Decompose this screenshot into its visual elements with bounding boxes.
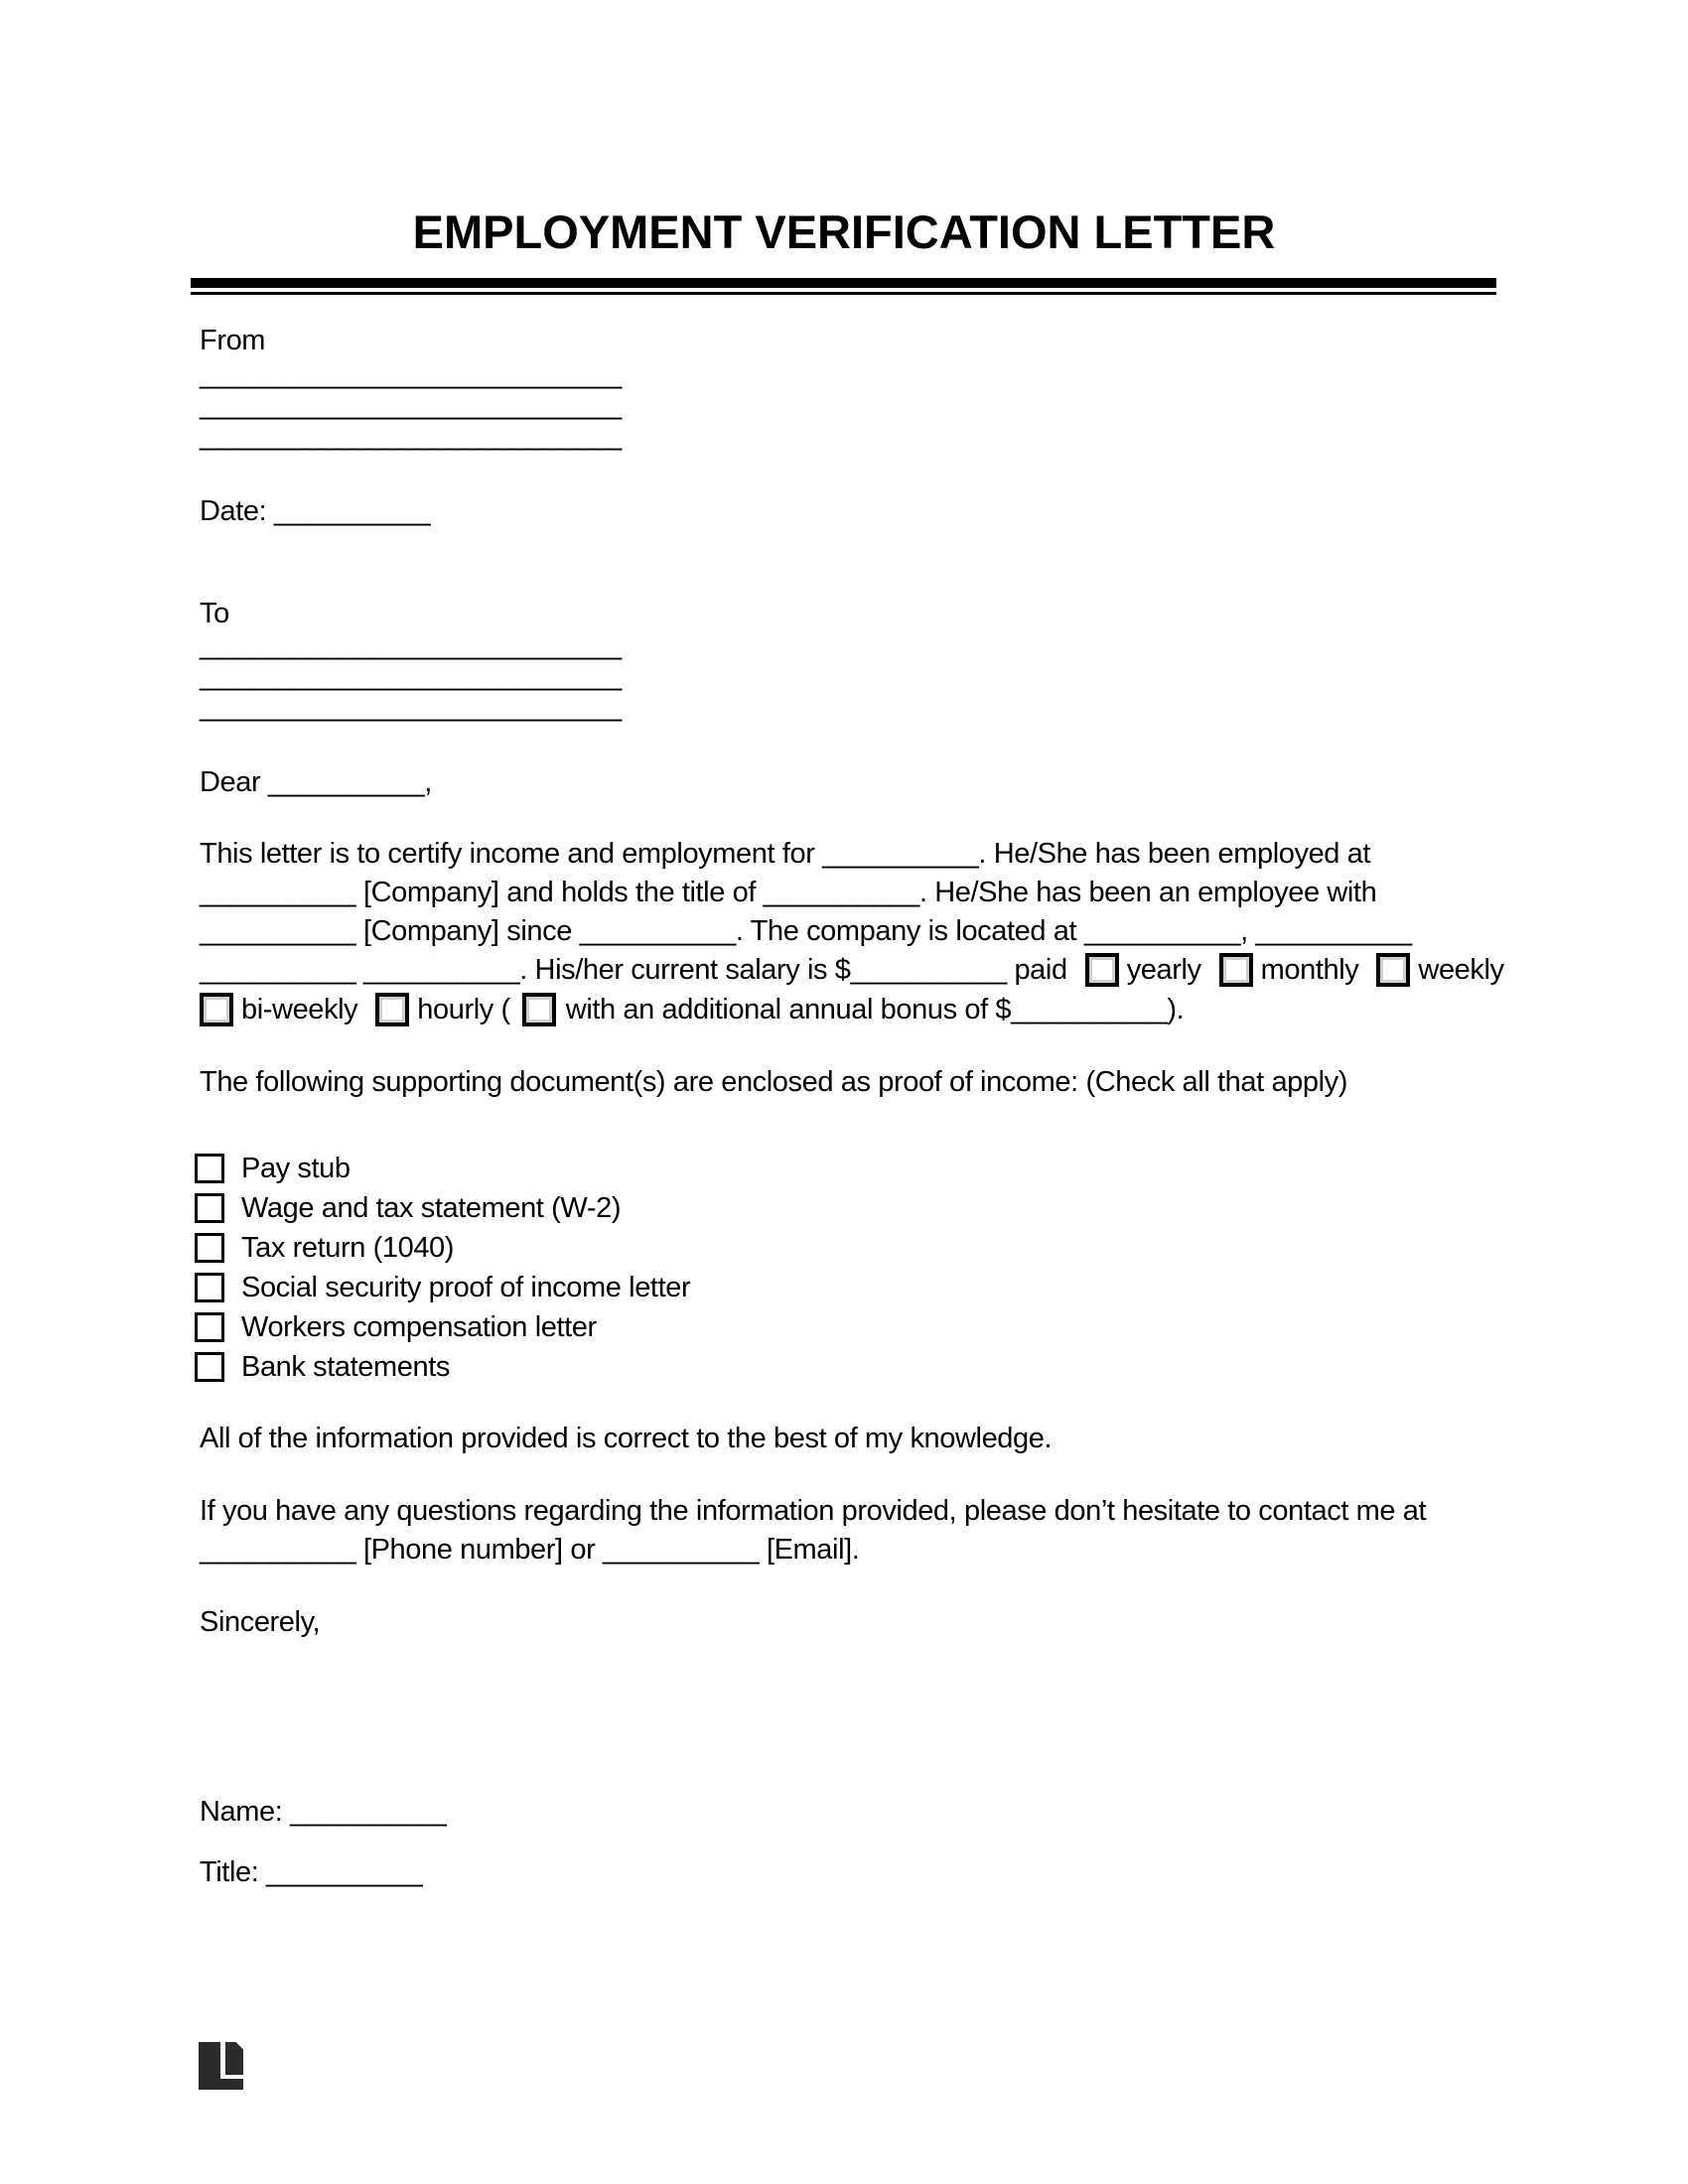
- contact-line-2: __________ [Phone number] or __________ [Email].: [200, 1534, 860, 1566]
- monthly-checkbox[interactable]: [1219, 953, 1253, 987]
- from-blank-line: ___________________________: [200, 358, 622, 390]
- pay-stub-label: Pay stub: [241, 1153, 351, 1184]
- yearly-checkbox[interactable]: [1085, 953, 1119, 987]
- from-blank-line: ___________________________: [200, 389, 622, 421]
- to-blank-line: ___________________________: [200, 691, 622, 723]
- from-blank-line: ___________________________: [200, 420, 622, 452]
- weekly-checkbox[interactable]: [1376, 953, 1410, 987]
- tax-return-label: Tax return (1040): [241, 1232, 455, 1264]
- w2-label: Wage and tax statement (W-2): [241, 1192, 622, 1224]
- to-blank-line: ___________________________: [200, 660, 622, 692]
- title-divider-thin: [191, 292, 1496, 295]
- social-security-label: Social security proof of income letter: [241, 1272, 691, 1303]
- checklist-item: [195, 1190, 621, 1226]
- bonus-clause-text: with an additional annual bonus of $__________).: [565, 994, 1185, 1025]
- weekly-label: weekly: [1418, 954, 1504, 986]
- w2-checkbox[interactable]: [195, 1193, 224, 1223]
- hourly-label: hourly (: [417, 994, 510, 1025]
- supporting-docs-intro: The following supporting document(s) are enclosed as proof of income: (Check all that apply): [200, 1066, 1348, 1098]
- workers-comp-checkbox[interactable]: [195, 1312, 224, 1342]
- checklist-item: [195, 1349, 450, 1385]
- workers-comp-label: Workers compensation letter: [241, 1311, 597, 1343]
- social-security-checkbox[interactable]: [195, 1273, 224, 1302]
- body-line-4: [200, 952, 1504, 988]
- signoff-line: Sincerely,: [200, 1606, 321, 1638]
- page-title: EMPLOYMENT VERIFICATION LETTER: [412, 205, 1276, 258]
- checklist-item: [195, 1309, 597, 1345]
- salutation-line: Dear __________,: [200, 766, 432, 798]
- legal-templates-logo-icon: [199, 2042, 243, 2090]
- body-line-3: __________ [Company] since __________. The company is located at __________, __________: [200, 915, 1412, 947]
- yearly-label: yearly: [1126, 954, 1201, 986]
- pay-stub-checkbox[interactable]: [195, 1154, 224, 1183]
- body-line-2: __________ [Company] and holds the title of __________. He/She has been an employee with: [200, 877, 1377, 908]
- bi-weekly-checkbox[interactable]: [200, 993, 233, 1026]
- bank-statements-checkbox[interactable]: [195, 1352, 224, 1382]
- to-label: To: [200, 598, 229, 629]
- to-blank-line: ___________________________: [200, 629, 622, 661]
- signature-title-line: Title: __________: [200, 1856, 423, 1888]
- bank-statements-label: Bank statements: [241, 1351, 450, 1383]
- title-divider-thick: [191, 278, 1496, 288]
- checklist-item: [195, 1151, 351, 1186]
- checklist-item: [195, 1230, 454, 1266]
- signature-name-line: Name: __________: [200, 1796, 447, 1828]
- body-line-1: This letter is to certify income and employment for __________. He/She has been employed at: [200, 838, 1371, 870]
- bi-weekly-label: bi-weekly: [241, 994, 358, 1025]
- contact-line-1: If you have any questions regarding the information provided, please don’t hesitate to contact me at: [200, 1495, 1427, 1527]
- body-line-5: [200, 992, 1184, 1027]
- tax-return-checkbox[interactable]: [195, 1233, 224, 1263]
- checklist-item: [195, 1270, 690, 1305]
- salary-clause-text: __________ __________. His/her current salary is $__________ paid: [200, 954, 1067, 986]
- monthly-label: monthly: [1260, 954, 1359, 986]
- from-label: From: [200, 325, 266, 356]
- date-field-line: Date: __________: [200, 495, 431, 527]
- hourly-checkbox[interactable]: [375, 993, 409, 1026]
- accuracy-statement: All of the information provided is correct to the best of my knowledge.: [200, 1423, 1053, 1454]
- bonus-checkbox[interactable]: [522, 993, 556, 1026]
